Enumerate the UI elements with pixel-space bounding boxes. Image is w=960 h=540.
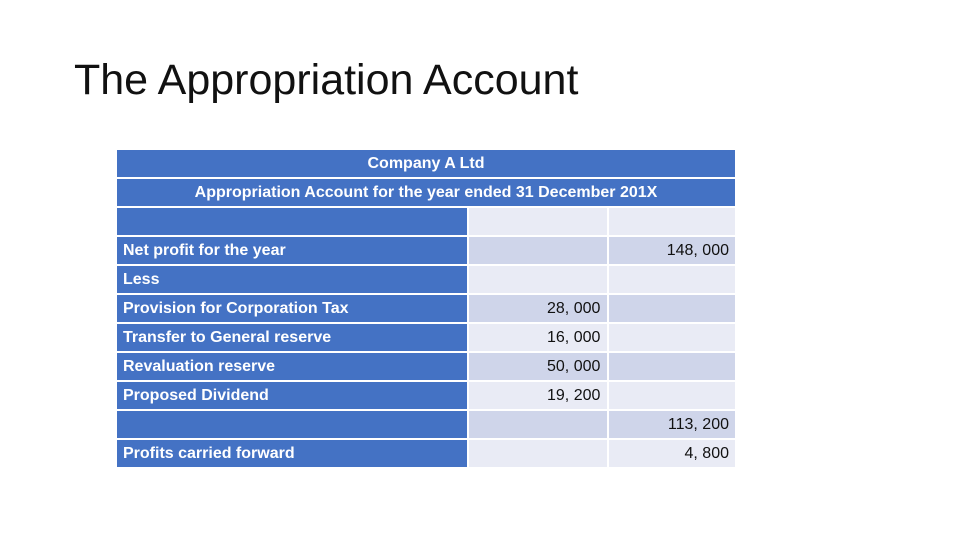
blank-cell xyxy=(609,382,735,409)
deduction-label: Provision for Corporation Tax xyxy=(117,295,467,322)
carried-forward-row xyxy=(117,440,735,467)
net-profit-label: Net profit for the year xyxy=(117,237,467,264)
net-profit-value: 148, 000 xyxy=(609,237,735,264)
slide-title: The Appropriation Account xyxy=(74,56,579,104)
blank-cell xyxy=(469,237,607,264)
blank-cell xyxy=(609,324,735,351)
deduction-label: Revaluation reserve xyxy=(117,353,467,380)
less-label: Less xyxy=(117,266,467,293)
company-name: Company A Ltd xyxy=(117,150,735,177)
blank-cell xyxy=(117,411,467,438)
net-profit-row xyxy=(117,237,735,264)
deduction-row xyxy=(117,382,735,409)
appropriation-account-table xyxy=(117,150,735,469)
carried-forward-label: Profits carried forward xyxy=(117,440,467,467)
deduction-value: 28, 000 xyxy=(469,295,607,322)
blank-cell xyxy=(609,295,735,322)
blank-row xyxy=(117,208,735,235)
deduction-value: 16, 000 xyxy=(469,324,607,351)
deduction-label: Proposed Dividend xyxy=(117,382,467,409)
blank-cell xyxy=(469,208,607,235)
deduction-row xyxy=(117,295,735,322)
blank-cell xyxy=(609,208,735,235)
heading-row xyxy=(117,179,735,206)
deduction-row xyxy=(117,324,735,351)
total-deductions-value: 113, 200 xyxy=(609,411,735,438)
less-row xyxy=(117,266,735,293)
total-deductions-row xyxy=(117,411,735,438)
account-heading: Appropriation Account for the year ended 31 December 201X xyxy=(117,179,735,206)
company-row xyxy=(117,150,735,177)
blank-cell xyxy=(117,208,467,235)
blank-cell xyxy=(469,411,607,438)
blank-cell xyxy=(609,266,735,293)
deduction-value: 50, 000 xyxy=(469,353,607,380)
deduction-label: Transfer to General reserve xyxy=(117,324,467,351)
blank-cell xyxy=(469,440,607,467)
blank-cell xyxy=(609,353,735,380)
deduction-value: 19, 200 xyxy=(469,382,607,409)
deduction-row xyxy=(117,353,735,380)
carried-forward-value: 4, 800 xyxy=(609,440,735,467)
blank-cell xyxy=(469,266,607,293)
